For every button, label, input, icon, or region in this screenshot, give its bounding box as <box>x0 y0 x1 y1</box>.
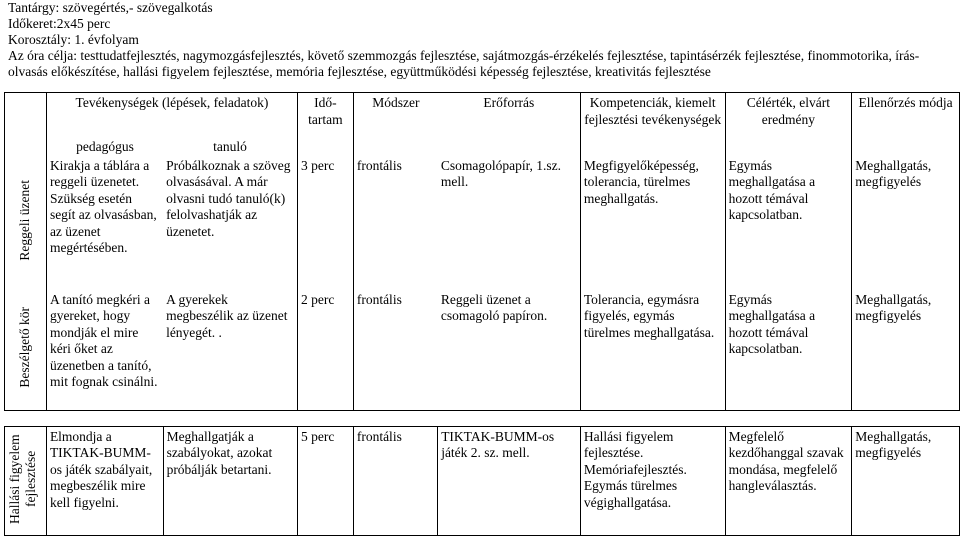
student-subheader: tanuló <box>163 139 297 156</box>
assessment-method: Meghallgatás, megfigyelés <box>852 156 960 290</box>
resource-header: Erőforrás <box>483 95 535 110</box>
assessment-method: Meghallgatás, megfigyelés <box>852 290 960 411</box>
column-header-row <box>5 93 960 140</box>
method-resource-cell <box>353 156 580 290</box>
lesson-plan-table <box>4 92 960 536</box>
sub-header-row <box>5 139 960 156</box>
lesson-goal: Az óra célja: testtudatfejlesztés, nagymozgásfejlesztés, követő szemmozgás fejlesztése, sajátmozgás-érzékelés fejlesztése, tapintásérzék fejlesztése, finommotorika, írás-olvasás előkészítése, hallási figyelem fejlesztése, memória fejlesztése, együttműködési képesség fejlesztése, kreativitás fejlesztése <box>8 48 920 79</box>
goal-header: Célérték, elvárt eredmény <box>725 93 852 140</box>
expected-result: Egymás meghallgatása a hozott témával kapcsolatban. <box>725 290 852 411</box>
competencies: Tolerancia, egymásra figyelés, egymás türelmes meghallgatása. <box>580 290 725 411</box>
expected-result: Egymás meghallgatása a hozott témával kapcsolatban. <box>725 156 852 290</box>
duration: 3 perc <box>298 156 354 290</box>
section-label: Reggeli üzenet <box>17 179 33 261</box>
student-activity: Meghallgatják a szabályokat, azokat próbálják betartani. <box>163 426 297 536</box>
section-label-cell <box>5 426 47 536</box>
resource: Csomagolópapír, 1.sz. mell. <box>440 157 562 189</box>
teacher-activity: Kirakja a táblára a reggeli üzenetet. Szükség esetén segít az olvasásban, az üzenet megértésében. <box>46 156 163 290</box>
lesson-header <box>8 0 956 80</box>
expected-result: Megfelelő kezdőhanggal szavak mondása, megfelelő hangleválasztás. <box>725 426 852 536</box>
duration: 2 perc <box>298 290 354 411</box>
method-resource-cell <box>353 290 580 411</box>
method: frontális <box>356 291 402 307</box>
time-frame-line: Időkeret:2x45 perc <box>8 16 111 31</box>
method: frontális <box>356 157 402 173</box>
competencies: Megfigyelőképesség, tolerancia, türelmes meghallgatás. <box>580 156 725 290</box>
section-label: Beszélgető kör <box>17 306 33 388</box>
competencies-header: Kompetenciák, kiemelt fejlesztési tevékenységek <box>580 93 725 140</box>
time-header: Idő-tartam <box>298 93 354 140</box>
teacher-subheader: pedagógus <box>46 139 163 156</box>
section-label-cell <box>5 156 47 290</box>
table-row <box>5 290 960 411</box>
resource: Reggeli üzenet a csomagoló papíron. <box>440 291 548 323</box>
resource: TIKTAK-BUMM-os játék 2. sz. mell. <box>438 426 581 536</box>
duration: 5 perc <box>298 426 354 536</box>
table-row <box>5 426 960 536</box>
subject-line: Tantárgy: szövegértés,- szövegalkotás <box>8 0 213 15</box>
table-row <box>5 156 960 290</box>
section-label: Hallási figyelem fejlesztése <box>7 433 39 524</box>
assessment-method: Meghallgatás, megfigyelés <box>852 426 960 536</box>
section-label-cell <box>5 290 47 411</box>
method-header: Módszer <box>372 95 420 110</box>
student-activity: Próbálkoznak a szöveg olvasásával. A már olvasni tudó tanuló(k) felolvashatják az üzenetet. <box>163 156 297 290</box>
method: frontális <box>353 426 437 536</box>
teacher-activity: A tanító megkéri a gyereket, hogy mondják el mire kéri őket az üzenetben a tanító, mit fognak csinálni. <box>46 290 163 411</box>
competencies: Hallási figyelem fejlesztése. Memóriafejlesztés. Egymás türelmes végighallgatása. <box>580 426 725 536</box>
method-resource-header <box>353 93 580 140</box>
age-group-line: Korosztály: 1. évfolyam <box>8 32 139 47</box>
assessment-header: Ellenőrzés módja <box>852 93 960 140</box>
spacer-row <box>5 410 960 426</box>
student-activity: A gyerekek megbeszélik az üzenet lényegét. . <box>163 290 297 411</box>
activities-header: Tevékenységek (lépések, feladatok) <box>46 93 297 140</box>
teacher-activity: Elmondja a TIKTAK-BUMM-os játék szabályait, megbeszélik mire kell figyelni. <box>46 426 163 536</box>
